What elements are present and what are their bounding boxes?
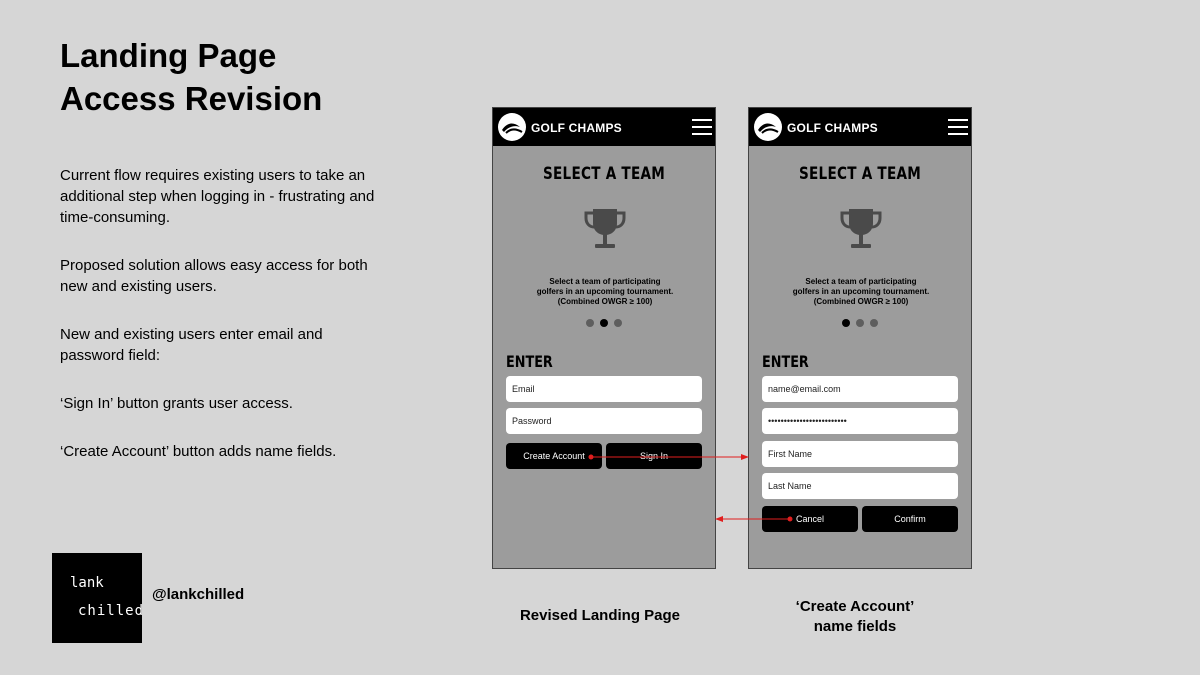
caption-line: name fields (813, 618, 897, 635)
password-field[interactable]: ••••••••••••••••••••••••• (762, 408, 958, 434)
description-paragraph: New and existing users enter email and password field: (60, 326, 323, 364)
select-team-heading: SELECT A TEAM (542, 164, 666, 184)
carousel-dot[interactable] (870, 319, 878, 327)
blurb-line: Select a team of participating (805, 277, 917, 286)
carousel-dot[interactable] (586, 319, 594, 327)
email-field[interactable]: Email (506, 376, 702, 402)
description-paragraph: Current flow requires existing users to take an additional step when logging in - frustrating and time-consuming. (60, 167, 375, 226)
description (60, 165, 380, 489)
carousel-dot[interactable] (856, 319, 864, 327)
last-name-field[interactable]: Last Name (762, 473, 958, 499)
blurb-line: (Combined OWGR ≥ 100) (557, 297, 653, 306)
golf-swoosh-logo-icon (498, 113, 526, 141)
enter-label: ENTER (506, 352, 553, 371)
confirm-button[interactable]: Confirm (862, 506, 958, 532)
create-account-button[interactable]: Create Account (506, 443, 602, 469)
title-line-2: Access Revision (60, 80, 323, 117)
blurb-line: Select a team of participating (549, 277, 661, 286)
description-paragraph: Proposed solution allows easy access for both new and existing users. (60, 257, 368, 295)
revised-landing-page-mockup (492, 107, 716, 569)
blurb-line: golfers in an upcoming tournament. (536, 287, 674, 296)
tournament-blurb (769, 277, 953, 307)
password-field[interactable]: Password (506, 408, 702, 434)
email-field[interactable]: name@email.com (762, 376, 958, 402)
tournament-blurb (513, 277, 697, 307)
carousel-dot-active[interactable] (600, 319, 608, 327)
slide-title (60, 34, 322, 120)
left-mockup-caption: Revised Landing Page (519, 607, 681, 624)
trophy-icon (837, 205, 885, 253)
trophy-icon (581, 205, 629, 253)
app-header (493, 108, 715, 146)
enter-label: ENTER (762, 352, 809, 371)
brand-name: GOLF CHAMPS (787, 121, 878, 135)
brand-name: GOLF CHAMPS (531, 121, 622, 135)
sign-in-button[interactable]: Sign In (606, 443, 702, 469)
description-paragraph: ‘Sign In’ button grants user access. (60, 395, 293, 412)
author-logo (52, 553, 145, 643)
blurb-line: golfers in an upcoming tournament. (792, 287, 930, 296)
golf-swoosh-logo-icon (754, 113, 782, 141)
description-paragraph: ‘Create Account’ button adds name fields. (60, 443, 337, 460)
caption-line: ‘Create Account’ (795, 598, 915, 615)
blurb-line: (Combined OWGR ≥ 100) (813, 297, 909, 306)
carousel-dots (749, 319, 971, 327)
create-account-mockup (748, 107, 972, 569)
title-line-1: Landing Page (60, 37, 277, 74)
app-header (749, 108, 971, 146)
first-name-field[interactable]: First Name (762, 441, 958, 467)
hamburger-menu-icon[interactable] (948, 119, 968, 135)
logo-text-line-1: lank (70, 575, 104, 591)
carousel-dot[interactable] (614, 319, 622, 327)
author-handle: @lankchilled (152, 586, 245, 603)
carousel-dots (493, 319, 715, 327)
hamburger-menu-icon[interactable] (692, 119, 712, 135)
right-mockup-caption (755, 597, 955, 637)
carousel-dot-active[interactable] (842, 319, 850, 327)
cancel-button[interactable]: Cancel (762, 506, 858, 532)
logo-text-line-2: chilled (78, 603, 145, 619)
select-team-heading: SELECT A TEAM (798, 164, 922, 184)
